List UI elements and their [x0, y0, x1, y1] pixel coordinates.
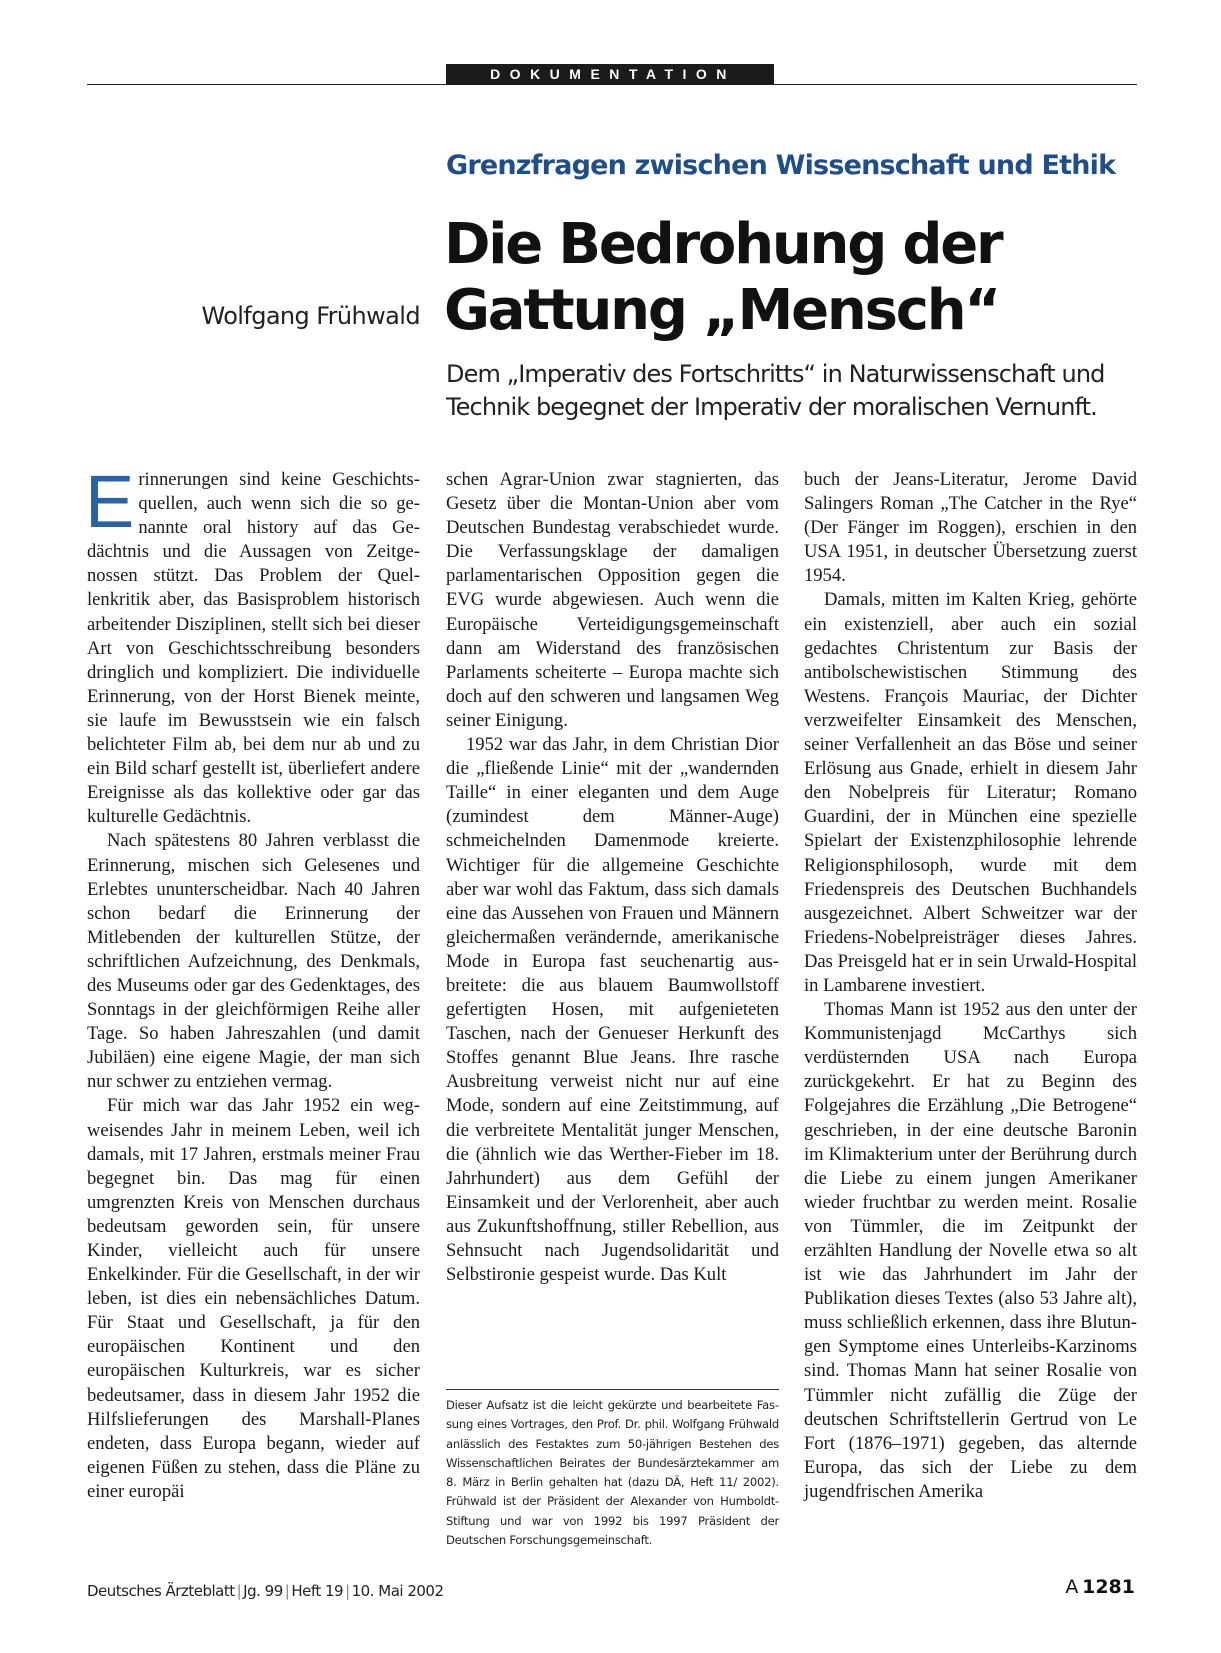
article-title	[444, 212, 1164, 344]
paragraph: Thomas Mann ist 1952 aus den unter der Kommunistenjagd McCarthys sich verdüsternden USA nach Europa zurückgekehrt. Er hat zu Beginn des Folgejahres die Erzählung „Die Betrogene“ geschrieben, in der eine deutsche Baronin im Klimakterium unter der Berührung durch die Liebe zu einem jungen Amerikaner wieder fruchtbar zu werden meint. Rosalie von Tümmler, die im Zeitpunkt der erzählten Handlung der Novelle etwa so alt ist wie das Jahrhundert im Jahr der Publikation dieses Textes (also 53 Jahre alt), muss schließlich erkennen, dass ihre Blutungen Symptome eines Unterleibs-Karzinoms sind. Thomas Mann hat seiner Rosalie von Tümmler nicht zufällig die Züge der deutschen Schriftstellerin Gertrud von Le Fort (1876–1971) gegeben, das alternde Europa, das sich der Liebe zu dem jugendfrischen Amerika	[804, 999, 1137, 1502]
volume: Jg. 99	[243, 1582, 283, 1600]
lead-line-2: Technik begegnet der Imperativ der moralischen Vernunft.	[446, 393, 1097, 421]
author-name: Wolfgang Frühwald	[201, 302, 420, 330]
separator: |	[345, 1582, 350, 1600]
paragraph	[85, 460, 420, 829]
footnote: Dieser Aufsatz ist die leicht gekürzte und bearbeitete Fassung eines Vortrages, den Prof. Dr. phil. Wolfgang Frühwald anlässlich des Festaktes zum 50-jährigen Bestehen des Wissenschaftlichen Beirates der Bundesärztekammer am 8. März in Berlin gehalten hat (dazu DÄ, Heft 11/ 2002). Frühwald ist der Präsident der Alexander von Humboldt-Stiftung und war von 1992 bis 1997 Präsident der Deutschen Forschungsgemeinschaft.	[446, 1398, 779, 1548]
drop-cap: E	[85, 460, 135, 543]
page-number	[1065, 1576, 1135, 1598]
article-lead	[446, 358, 1166, 424]
page-prefix: A	[1065, 1576, 1079, 1598]
footer-citation	[87, 1582, 444, 1600]
separator: |	[284, 1582, 290, 1600]
body-column-1	[85, 460, 420, 1504]
body-column-3	[804, 468, 1137, 1504]
body-column-2	[446, 468, 779, 1287]
separator: |	[236, 1582, 242, 1600]
paragraph: Damals, mitten im Kalten Krieg, gehörte ein existenziell, aber auch ein sozial gedachtes Christentum zur Basis der antibolschewistischen Stimmung des Westens. François Mauriac, der Dichter verzweifelter Einsamkeit des Menschen, seiner Verfallenheit an das Böse und seiner Erlösung aus Gnade, erhielt in diesem Jahr den Nobelpreis für Literatur; Romano Guardini, der in München eine spezielle Spielart der Existenzphilosophie lehrende Religionsphilosoph, wurde mit dem Friedenspreis des Deutschen Buchhandels ausgezeichnet. Albert Schweitzer war der Friedens-Nobelpreisträger dieses Jahres. Das Preisgeld hat er in sein Urwald-Hospital in Lambarene investiert.	[804, 589, 1137, 996]
page-number-value: 1281	[1082, 1576, 1135, 1598]
journal-name: Deutsches Ärzteblatt	[87, 1582, 235, 1600]
section-label: DOKUMENTATION	[446, 64, 774, 85]
issue: Heft 19	[291, 1582, 344, 1600]
lead-line-1: Dem „Imperativ des Fortschritts“ in Naturwissenschaft und	[446, 360, 1105, 388]
article-kicker: Grenzfragen zwischen Wissenschaft und Ethik	[446, 150, 1116, 181]
paragraph: Nach spätestens 80 Jahren verblasst die Erinnerung, mischen sich Gelesenes und Erlebtes ununterscheidbar. Nach 40 Jahren schon bedarf die Erinnerung der Mitlebenden der kulturellen Stütze, der schriftlichen Aufzeichnung, des Denkmals, des Museums oder gar des Gedenktages, des Sonntags in der gleichförmigen Reihe aller Tage. So haben Jahreszahlen (und damit Jubiläen) eine eigene Magie, der man sich nur schwer zu entziehen vermag.	[87, 830, 420, 1093]
footnote-rule	[446, 1389, 779, 1390]
paragraph: Für mich war das Jahr 1952 ein wegweisendes Jahr in meinem Leben, weil ich damals, mit 17 Jahren, erstmals meiner Frau begegnet bin. Das mag für einen umgrenzten Kreis von Menschen durchaus bedeutsam geworden sein, für unsere Kinder, vielleicht auch für unsere Enkelkinder. Für die Gesellschaft, in der wir leben, ist dies ein nebensächliches Datum. Für Staat und Gesellschaft, ja für den europäischen Kontinent und den europäischen Kulturkreis, war es sicher bedeutsamer, dass in diesem Jahr 1952 die Hilfslieferungen des Marshall-Planes endeten, dass Europa begann, wieder auf eigenen Füßen zu stehen, dass die Pläne zu einer europäi	[87, 1095, 420, 1502]
title-line-2: Gattung „Mensch“	[444, 278, 999, 343]
issue-date: 10. Mai 2002	[351, 1582, 444, 1600]
paragraph: schen Agrar-Union zwar stagnierten, das Gesetz über die Montan-Union aber vom Deutschen Bundestag verabschiedet wurde. Die Verfassungsklage der damaligen parlamentarischen Opposition gegen die EVG wurde abgewiesen. Auch wenn die Europäische Verteidigungsgemeinschaft dann am Widerstand des französischen Parlaments scheiterte – Europa machte sich doch auf den schweren und langsamen Weg seiner Einigung.	[446, 469, 779, 731]
paragraph-text: rinnerungen sind keine Geschichtsquellen, auch wenn sich die so genannte oral history auf das Gedächtnis und die Aussagen von Zeitgenossen stützt. Das Problem der Quellenkritik aber, das Basisproblem historisch arbeitender Disziplinen, stellt sich bei dieser Art von Geschichtsschreibung besonders dringlich und kompliziert. Die individuelle Erinnerung, von der Horst Bienek meinte, sie laufe im Bewusstsein wie ein falsch belichteter Film ab, bei dem nur ab und zu ein Bild scharf gestellt ist, überliefert andere Ereignisse als das kollektive oder gar das kulturelle Gedächtnis.	[87, 469, 420, 828]
paragraph: buch der Jeans-Literatur, Jerome David Salingers Roman „The Catcher in the Rye“ (Der Fänger im Roggen), erschien in den USA 1951, in deutscher Übersetzung zuerst 1954.	[804, 469, 1137, 587]
paragraph: 1952 war das Jahr, in dem Christian Dior die „fließende Linie“ mit der „wandernden Taille“ in einer eleganten und dem Auge (zumindest dem Männer-Auge) schmeichelnden Damenmode kreierte. Wichtiger für die allgemeine Geschichte aber war wohl das Faktum, dass sich damals eine das Aussehen von Frauen und Männern gleichermaßen verändernde, amerikanische Mode in Europa fast seuchenartig ausbreitete: die aus blauem Baumwollstoff gefertigten Hosen, mit aufgenieteten Taschen, nach der Genueser Herkunft des Stoffes genannt Blue Jeans. Ihre rasche Ausbreitung verweist nicht nur auf eine Mode, sondern auf eine Zeitstimmung, auf die verbreitete Mentalität junger Menschen, die (ähnlich wie das Werther-Fieber im 18. Jahrhundert) aus dem Gefühl der Einsamkeit und der Verlorenheit, aber auch aus Zukunftshoffnung, stiller Rebellion, aus Sehnsucht nach Jugendsolidarität und Selbstironie gespeist wurde. Das Kult	[446, 734, 779, 1286]
title-line-1: Die Bedrohung der	[444, 212, 1002, 277]
